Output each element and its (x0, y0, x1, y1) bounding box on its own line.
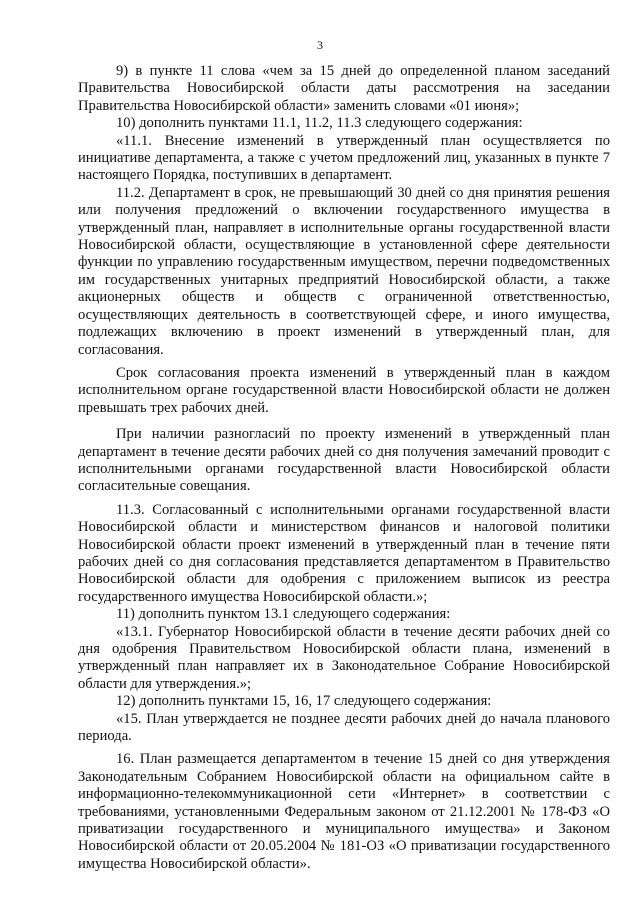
paragraph-item-9: 9) в пункте 11 слова «чем за 15 дней до определенной планом заседаний Правительства Новосибирской области даты рассмотрения на заседании Правительства Новосибирской области» заменить словами «01 июня»; (78, 63, 610, 114)
paragraph-16: 16. План размещается департаментом в течение 15 дней со дня утверждения Законодательным Собранием Новосибирской области на официальном сайте в информационно-телекоммуникационной сети «Интернет» в соответствии с требованиями, установленными Федеральным законом от 21.12.2001 № 178-ФЗ «О приватизации государственного и муниципального имущества» и Законом Новосибирской области от 20.05.2004 № 181-ОЗ «О приватизации государственного имущества Новосибирской области». (78, 751, 610, 872)
paragraph-item-11: 11) дополнить пунктом 13.1 следующего содержания: (116, 606, 451, 623)
paragraph-item-10: 10) дополнить пунктами 11.1, 11.2, 11.3 следующего содержания: (116, 115, 523, 132)
paragraph-11-2: 11.2. Департамент в срок, не превышающий 30 дней со дня принятия решения или получения предложений о включении государственного имущества в утвержденный план, направляет в исполнительные органы государственной власти Новосибирской области, осуществляющие в установленной сфере деятельности функции по управлению государственным имуществом, перечни подведомственных им государственных унитарных предприятий Новосибирской области, а также акционерных обществ и обществ с ограниченной ответственностью, осуществляющих деятельность в соответствующей сфере, и иного имущества, подлежащих включению в проект изменений в утвержденный план, для согласования. (78, 184, 610, 358)
paragraph-approval-term: Срок согласования проекта изменений в утвержденный план в каждом исполнительном органе государственной власти Новосибирской области не должен превышать трех рабочих дней. (78, 364, 610, 416)
paragraph-item-12: 12) дополнить пунктами 15, 16, 17 следующего содержания: (116, 693, 492, 710)
paragraph-disagreements: При наличии разногласий по проекту изменений в утвержденный план департамент в течение десяти рабочих дней со дня получения замечаний проводит с исполнительными органами государственной власти Новосибирской области согласительные совещания. (78, 426, 610, 495)
page-number: 3 (317, 38, 323, 52)
paragraph-13-1: «13.1. Губернатор Новосибирской области в течение десяти рабочих дней со дня одобрения Правительством Новосибирской области плана, изменений в утвержденный план направляет их в Законодательное Собрание Новосибирской области для утверждения.»; (78, 623, 610, 692)
paragraph-11-1: «11.1. Внесение изменений в утвержденный план осуществляется по инициативе департамента, а также с учетом предложений лиц, указанных в пункте 7 настоящего Порядка, поступивших в департамент. (78, 132, 610, 184)
paragraph-11-3: 11.3. Согласованный с исполнительными органами государственной власти Новосибирской области и министерством финансов и налоговой политики Новосибирской области проект изменений в утвержденный план в течение пяти рабочих дней со дня согласования представляется департаментом в Правительство Новосибирской области для одобрения с приложением выписок из реестра государственного имущества Новосибирской области.»; (78, 501, 610, 605)
document-body (78, 63, 610, 873)
paragraph-15: «15. План утверждается не позднее десяти рабочих дней до начала планового периода. (78, 710, 610, 745)
